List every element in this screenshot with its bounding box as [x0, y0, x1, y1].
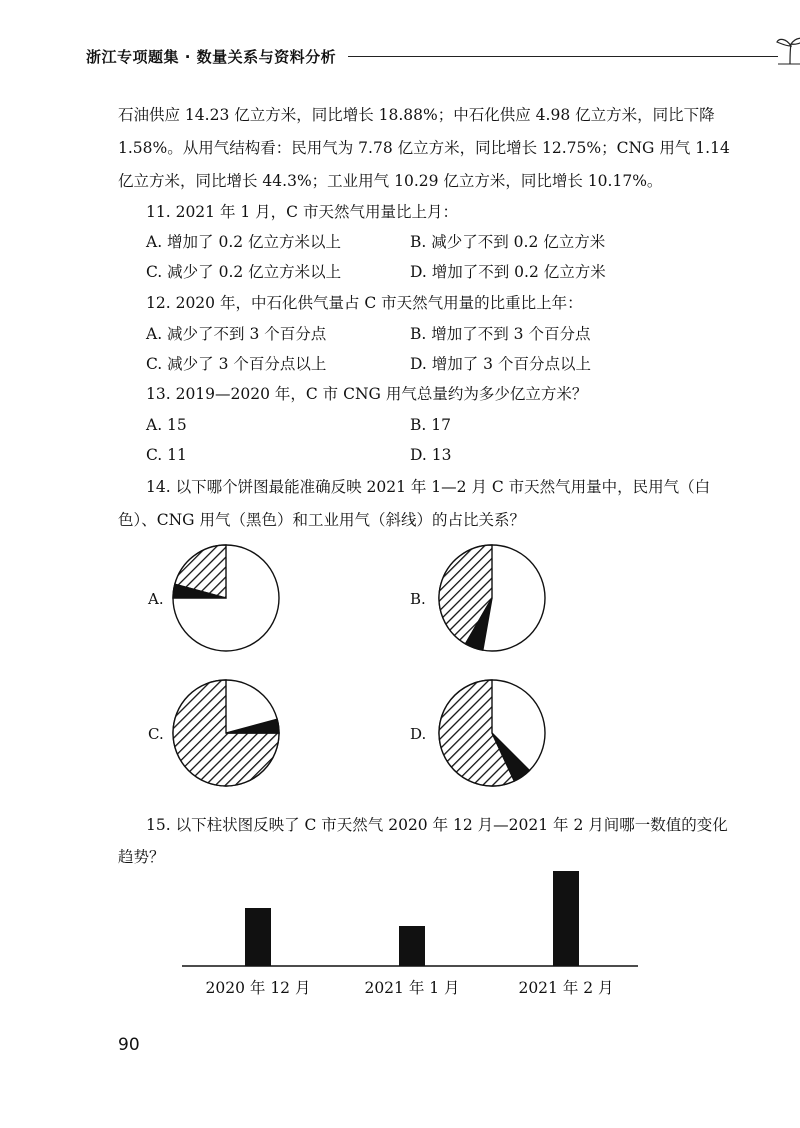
q12-stem: 12. 2020 年，中石化供气量占 C 市天然气用量的比重比上年： [146, 294, 583, 312]
page-number: 90 [118, 1035, 140, 1055]
pie-d-black-slice [492, 733, 529, 781]
q12-option-b[interactable]: B. 增加了不到 3 个百分点 [410, 325, 591, 343]
pie-option-c-label[interactable]: C. [148, 725, 164, 743]
q11-option-b[interactable]: B. 减少了不到 0.2 亿立方米 [410, 233, 606, 251]
x-tick-label: 2021 年 1 月 [364, 979, 460, 997]
q13-option-b[interactable]: B. 17 [410, 416, 451, 434]
pie-b-black-slice [466, 598, 493, 650]
header-title: 浙江专项题集 · 数量关系与资料分析 [86, 48, 337, 66]
pie-c-black-slice [226, 719, 279, 733]
pie-a-hatched-slice [175, 545, 226, 598]
bar [553, 871, 579, 966]
pie-c-hatched-slice [173, 680, 279, 786]
q13-option-a[interactable]: A. 15 [146, 416, 187, 434]
pie-b-white-slice [439, 545, 545, 651]
pie-d-white-slice [439, 680, 545, 786]
q12-option-d[interactable]: D. 增加了 3 个百分点以上 [410, 355, 591, 373]
x-tick-label: 2020 年 12 月 [205, 979, 311, 997]
q14-stem-line-1: 14. 以下哪个饼图最能准确反映 2021 年 1—2 月 C 市天然气用量中，民用气（白 [146, 478, 711, 496]
q14-stem-line-2: 色）、CNG 用气（黑色）和工业用气（斜线）的占比关系？ [118, 511, 525, 529]
page-header [86, 42, 726, 72]
q13-option-c[interactable]: C. 11 [146, 446, 187, 464]
q15-stem-line-1: 15. 以下柱状图反映了 C 市天然气 2020 年 12 月—2021 年 2 月间哪一数值的变化 [146, 816, 728, 834]
q15-stem-line-2: 趋势？ [118, 848, 165, 866]
pie-d-hatched-slice [439, 680, 514, 786]
x-tick-label: 2021 年 2 月 [518, 979, 614, 997]
intro-line-1: 石油供应 14.23 亿立方米，同比增长 18.88%；中石化供应 4.98 亿立方米，同比下降 [118, 106, 715, 124]
header-rule [348, 56, 778, 57]
pie-c-white-slice [173, 680, 279, 786]
pie-b-hatched-slice [439, 545, 492, 644]
pie-option-a-label[interactable]: A. [148, 590, 164, 608]
q13-option-d[interactable]: D. 13 [410, 446, 452, 464]
q11-option-d[interactable]: D. 增加了不到 0.2 亿立方米 [410, 263, 606, 281]
pie-option-b-label[interactable]: B. [410, 590, 426, 608]
q12-option-a[interactable]: A. 减少了不到 3 个百分点 [146, 325, 327, 343]
q13-stem: 13. 2019—2020 年，C 市 CNG 用气总量约为多少亿立方米？ [146, 385, 588, 403]
q11-option-a[interactable]: A. 增加了 0.2 亿立方米以上 [146, 233, 342, 251]
bar [399, 926, 425, 966]
intro-line-2: 1.58%。从用气结构看：民用气为 7.78 亿立方米，同比增长 12.75%；CNG 用气 1.14 [118, 139, 730, 157]
sprout-icon [774, 34, 800, 68]
q12-option-c[interactable]: C. 减少了 3 个百分点以上 [146, 355, 327, 373]
pie-a-white-slice [173, 545, 279, 651]
q11-stem: 11. 2021 年 1 月，C 市天然气用量比上月： [146, 203, 458, 221]
intro-line-3: 亿立方米，同比增长 44.3%；工业用气 10.29 亿立方米，同比增长 10.17%。 [118, 172, 663, 190]
q11-option-c[interactable]: C. 减少了 0.2 亿立方米以上 [146, 263, 342, 281]
pie-a-black-slice [173, 584, 226, 598]
bar [245, 908, 271, 966]
pie-option-d-label[interactable]: D. [410, 725, 427, 743]
